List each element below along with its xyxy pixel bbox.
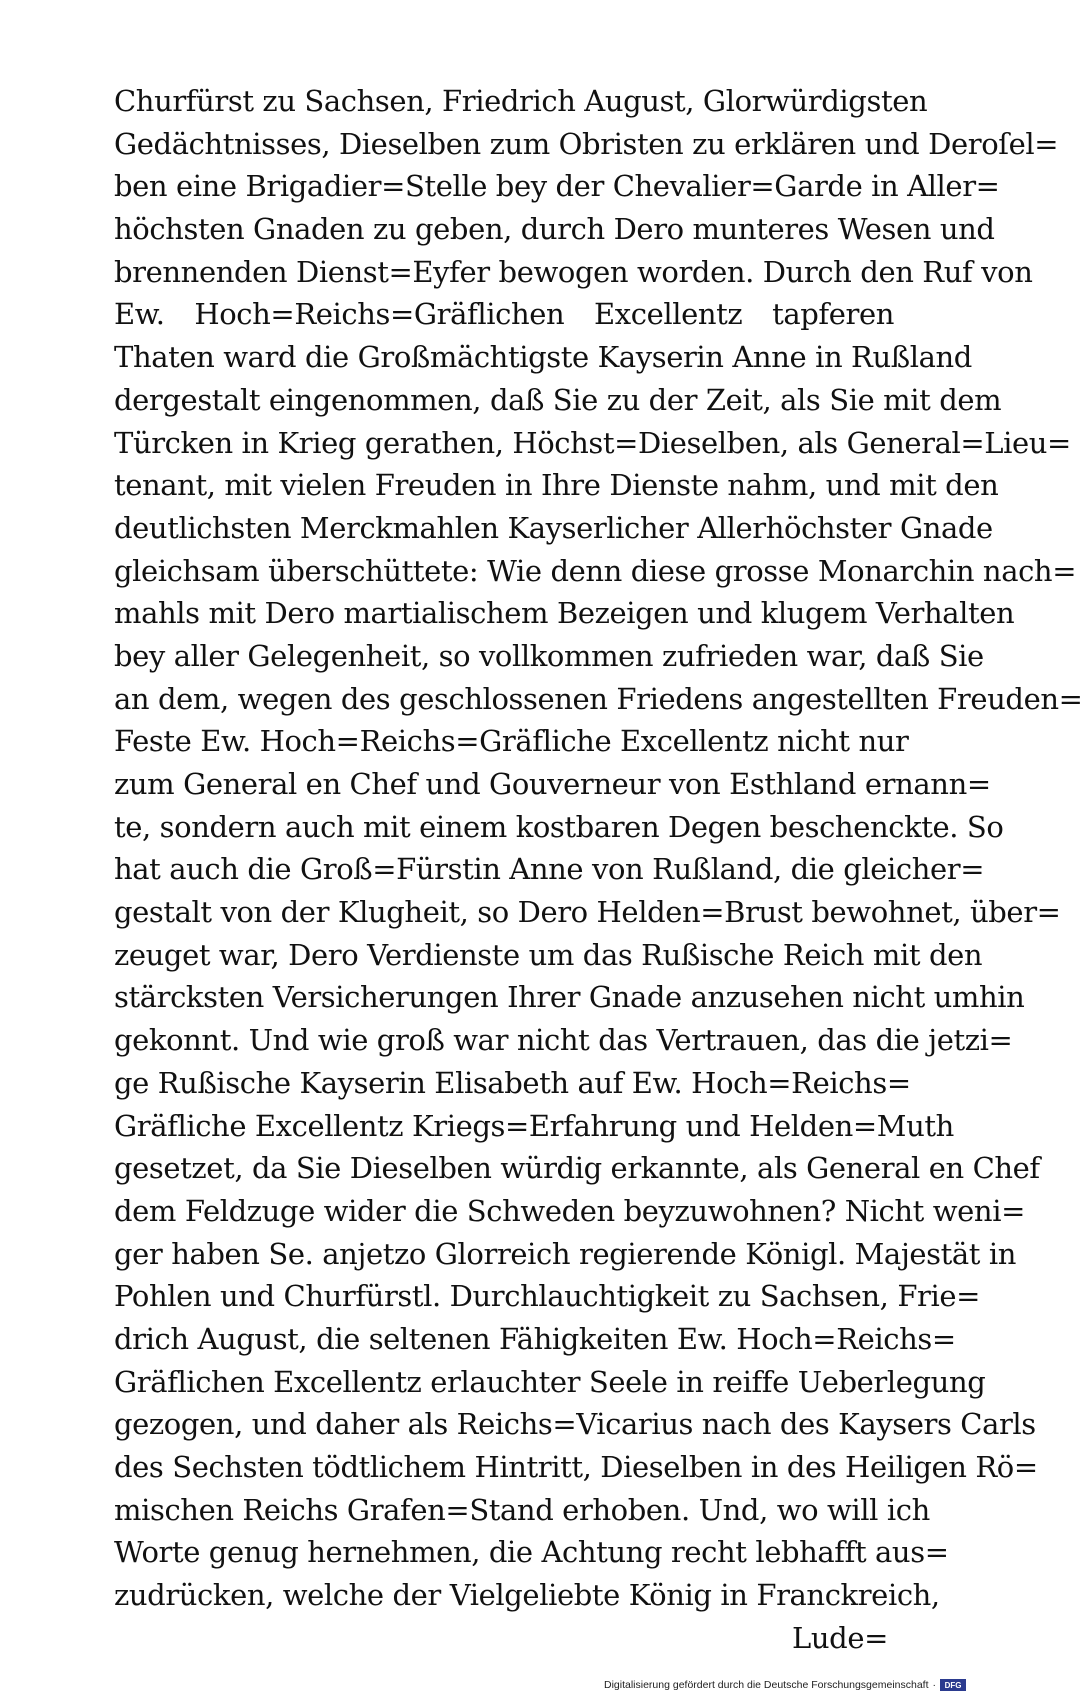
- text-line: stärcksten Versicherungen Ihrer Gnade anzusehen nicht umhin: [114, 980, 1025, 1015]
- credit-text: Digitalisierung gefördert durch die Deutsche Forschungsgemeinschaft: [604, 1679, 929, 1691]
- text-line: deutlichsten Merckmahlen Kayserlicher Allerhöchster Gnade: [114, 510, 993, 545]
- text-line: mischen Reichs Grafen=Stand erhoben. Und, wo will ich: [114, 1492, 930, 1527]
- text-line: te, sondern auch mit einem kostbaren Degen beschenckte. So: [114, 809, 1004, 844]
- text-line: drich August, die seltenen Fähigkeiten Ew. Hoch=Reichs=: [114, 1321, 956, 1356]
- text-line: Gedächtnisses, Dieselben zum Obristen zu erklären und Deroſel=: [114, 126, 1059, 161]
- text-line: zeuget war, Dero Verdienste um das Rußische Reich mit den: [114, 937, 983, 972]
- text-line: Pohlen und Churfürstl. Durchlauchtigkeit zu Sachsen, Frie=: [114, 1279, 981, 1314]
- text-line: gleichsam überschüttete: Wie denn diese grosse Monarchin nach=: [114, 553, 1077, 588]
- text-line: ger haben Se. anjetzo Glorreich regierende Königl. Majestät in: [114, 1236, 1017, 1271]
- text-line: Churfürst zu Sachsen, Friedrich August, Glorwürdigsten: [114, 84, 928, 118]
- text-line: gesetzet, da Sie Dieselben würdig erkannte, als General en Chef: [114, 1151, 1040, 1186]
- credit-separator: ·: [932, 1679, 937, 1691]
- text-line: des Sechsten tödtlichem Hintritt, Dieselben in des Heiligen Rö=: [114, 1450, 1038, 1484]
- text-line: mahls mit Dero martialischem Bezeigen und klugem Verhalten: [114, 596, 1015, 631]
- text-line: Gräfliche Excellentz Kriegs=Erfahrung und Helden=Muth: [114, 1108, 954, 1143]
- text-line: Gräflichen Excellentz erlauchter Seele in reiffe Ueberlegung: [114, 1364, 986, 1399]
- text-line: zudrücken, welche der Vielgeliebte König in Franckreich,: [114, 1578, 940, 1613]
- text-line: dergestalt eingenommen, daß Sie zu der Zeit, als Sie mit dem: [114, 382, 1002, 417]
- text-line: Thaten ward die Großmächtigste Kayserin Anne in Rußland: [114, 340, 972, 375]
- text-line: an dem, wegen des geschlossenen Friedens angestellten Freuden=: [114, 681, 1083, 716]
- text-line: Ew. Hoch=Reichs=Gräflichen Excellentz tapferen: [114, 297, 894, 332]
- text-line: Türcken in Krieg gerathen, Höchst=Dieselben, als General=Lieu=: [114, 425, 1071, 460]
- text-line: hat auch die Groß=Fürstin Anne von Rußland, die gleicher=: [114, 852, 985, 887]
- text-line: Worte genug hernehmen, die Achtung recht lebhafft aus=: [114, 1535, 949, 1570]
- body-text: [114, 80, 1083, 1659]
- text-line: höchsten Gnaden zu geben, durch Dero munteres Wesen und: [114, 212, 995, 247]
- text-line: dem Feldzuge wider die Schweden beyzuwohnen? Nicht weni=: [114, 1193, 1025, 1228]
- text-line: Feste Ew. Hoch=Reichs=Gräfliche Excellentz nicht nur: [114, 724, 909, 759]
- text-line: gezogen, und daher als Reichs=Vicarius nach des Kaysers Carls: [114, 1407, 1036, 1442]
- text-line: brennenden Dienst=Eyfer bewogen worden. Durch den Ruf von: [114, 254, 1033, 289]
- text-line: ge Rußische Kayserin Elisabeth auf Ew. Hoch=Reichs=: [114, 1065, 911, 1100]
- digitization-credit: [604, 1679, 966, 1691]
- text-line: tenant, mit vielen Freuden in Ihre Dienste nahm, und mit den: [114, 468, 999, 503]
- text-line: gekonnt. Und wie groß war nicht das Vertrauen, das die jetzi=: [114, 1023, 1013, 1058]
- dfg-logo: DFG: [940, 1679, 966, 1691]
- text-line: gestalt von der Klugheit, so Dero Helden=Brust bewohnet, über=: [114, 895, 1061, 930]
- text-line: ben eine Brigadier=Stelle bey der Chevalier=Garde in Aller=: [114, 169, 1000, 204]
- catchword: Lude=: [792, 1620, 888, 1655]
- text-line: zum General en Chef und Gouverneur von Esthland ernann=: [114, 767, 991, 801]
- text-line: bey aller Gelegenheit, so vollkommen zufrieden war, daß Sie: [114, 638, 984, 673]
